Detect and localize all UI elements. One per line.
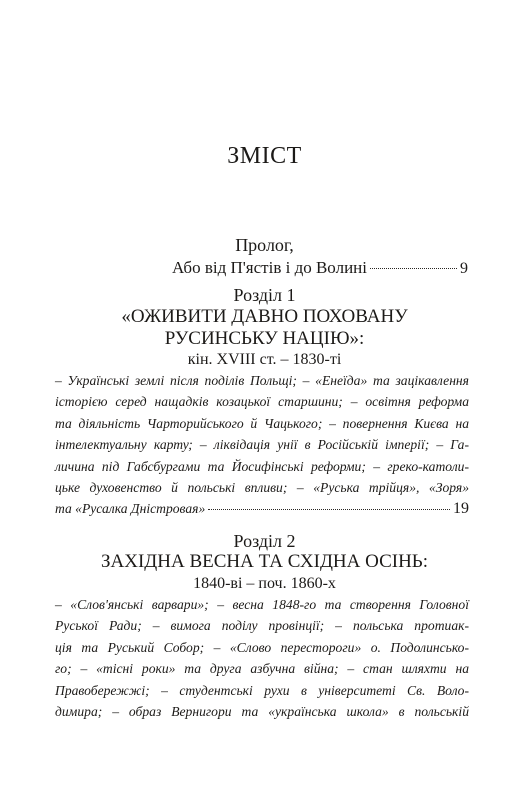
description-line: Руської Ради; – вимога поділу провінції; – польська протиак- [55, 618, 469, 634]
description-line: – «Слов'янські варвари»; – весна 1848-го та створення Головної [55, 597, 469, 612]
section-1-label: Розділ 1 [233, 285, 296, 305]
description-line: личина під Габсбургами та Йосифінські реформи; – греко-католи- [55, 458, 469, 474]
description-line: димира; – образ Вернигори та «українська школа» в польській [55, 703, 469, 719]
section-1-title-line-1: «ОЖИВИТИ ДАВНО ПОХОВАНУ [121, 306, 408, 327]
description-line: – Українські землі після поділів Польщі; – «Енеїда» та зацікавлення [55, 373, 469, 388]
description-line: історією серед нащадків козацької старшини; – освітня реформа [55, 394, 469, 410]
description-line: ція та Руський Собор; – «Слово перестороги» о. Подолинсько- [55, 639, 469, 655]
description-line: го; – «тісні роки» та друга азбучна війна; – стан шляхти на [55, 661, 469, 677]
description-line: цьке духовенство й польські впливи; – «Руська трійця», «Зоря» [55, 479, 469, 495]
prologue-subtitle: Або від П'ястів і до Волині [172, 258, 367, 277]
section-1-dates: кін. XVIII ст. – 1830-ті [187, 351, 342, 368]
description-line: Правобережжі; – студентські рухи в університеті Св. Воло- [55, 682, 469, 698]
section-1-page-number: 19 [453, 500, 469, 518]
section-1-title-line-2: РУСИНСЬКУ НАЦІЮ»: [164, 328, 365, 349]
toc-heading: ЗМІСТ [227, 143, 302, 169]
prologue-page-number: 9 [460, 260, 468, 277]
section-1-entry[interactable] [55, 498, 469, 519]
prologue-entry[interactable] [172, 257, 468, 280]
section-2-label: Розділ 2 [233, 531, 296, 551]
description-line: інтелектуальну карту; – ліквідація унії в Російській імперії; – Га- [55, 437, 469, 453]
dot-leader [370, 268, 457, 269]
section-2-description [55, 594, 469, 722]
description-line: та «Русалка Дністровая» [55, 501, 206, 517]
dot-leader [208, 509, 450, 510]
section-1-description [55, 370, 469, 520]
description-line: та діяльність Чарторийського й Чацького; – повернення Києва на [55, 415, 469, 431]
prologue-title: Пролог, [235, 235, 294, 255]
section-2-dates: 1840-ві – поч. 1860-х [193, 575, 336, 592]
section-2-title: ЗАХІДНА ВЕСНА ТА СХІДНА ОСІНЬ: [101, 551, 428, 572]
